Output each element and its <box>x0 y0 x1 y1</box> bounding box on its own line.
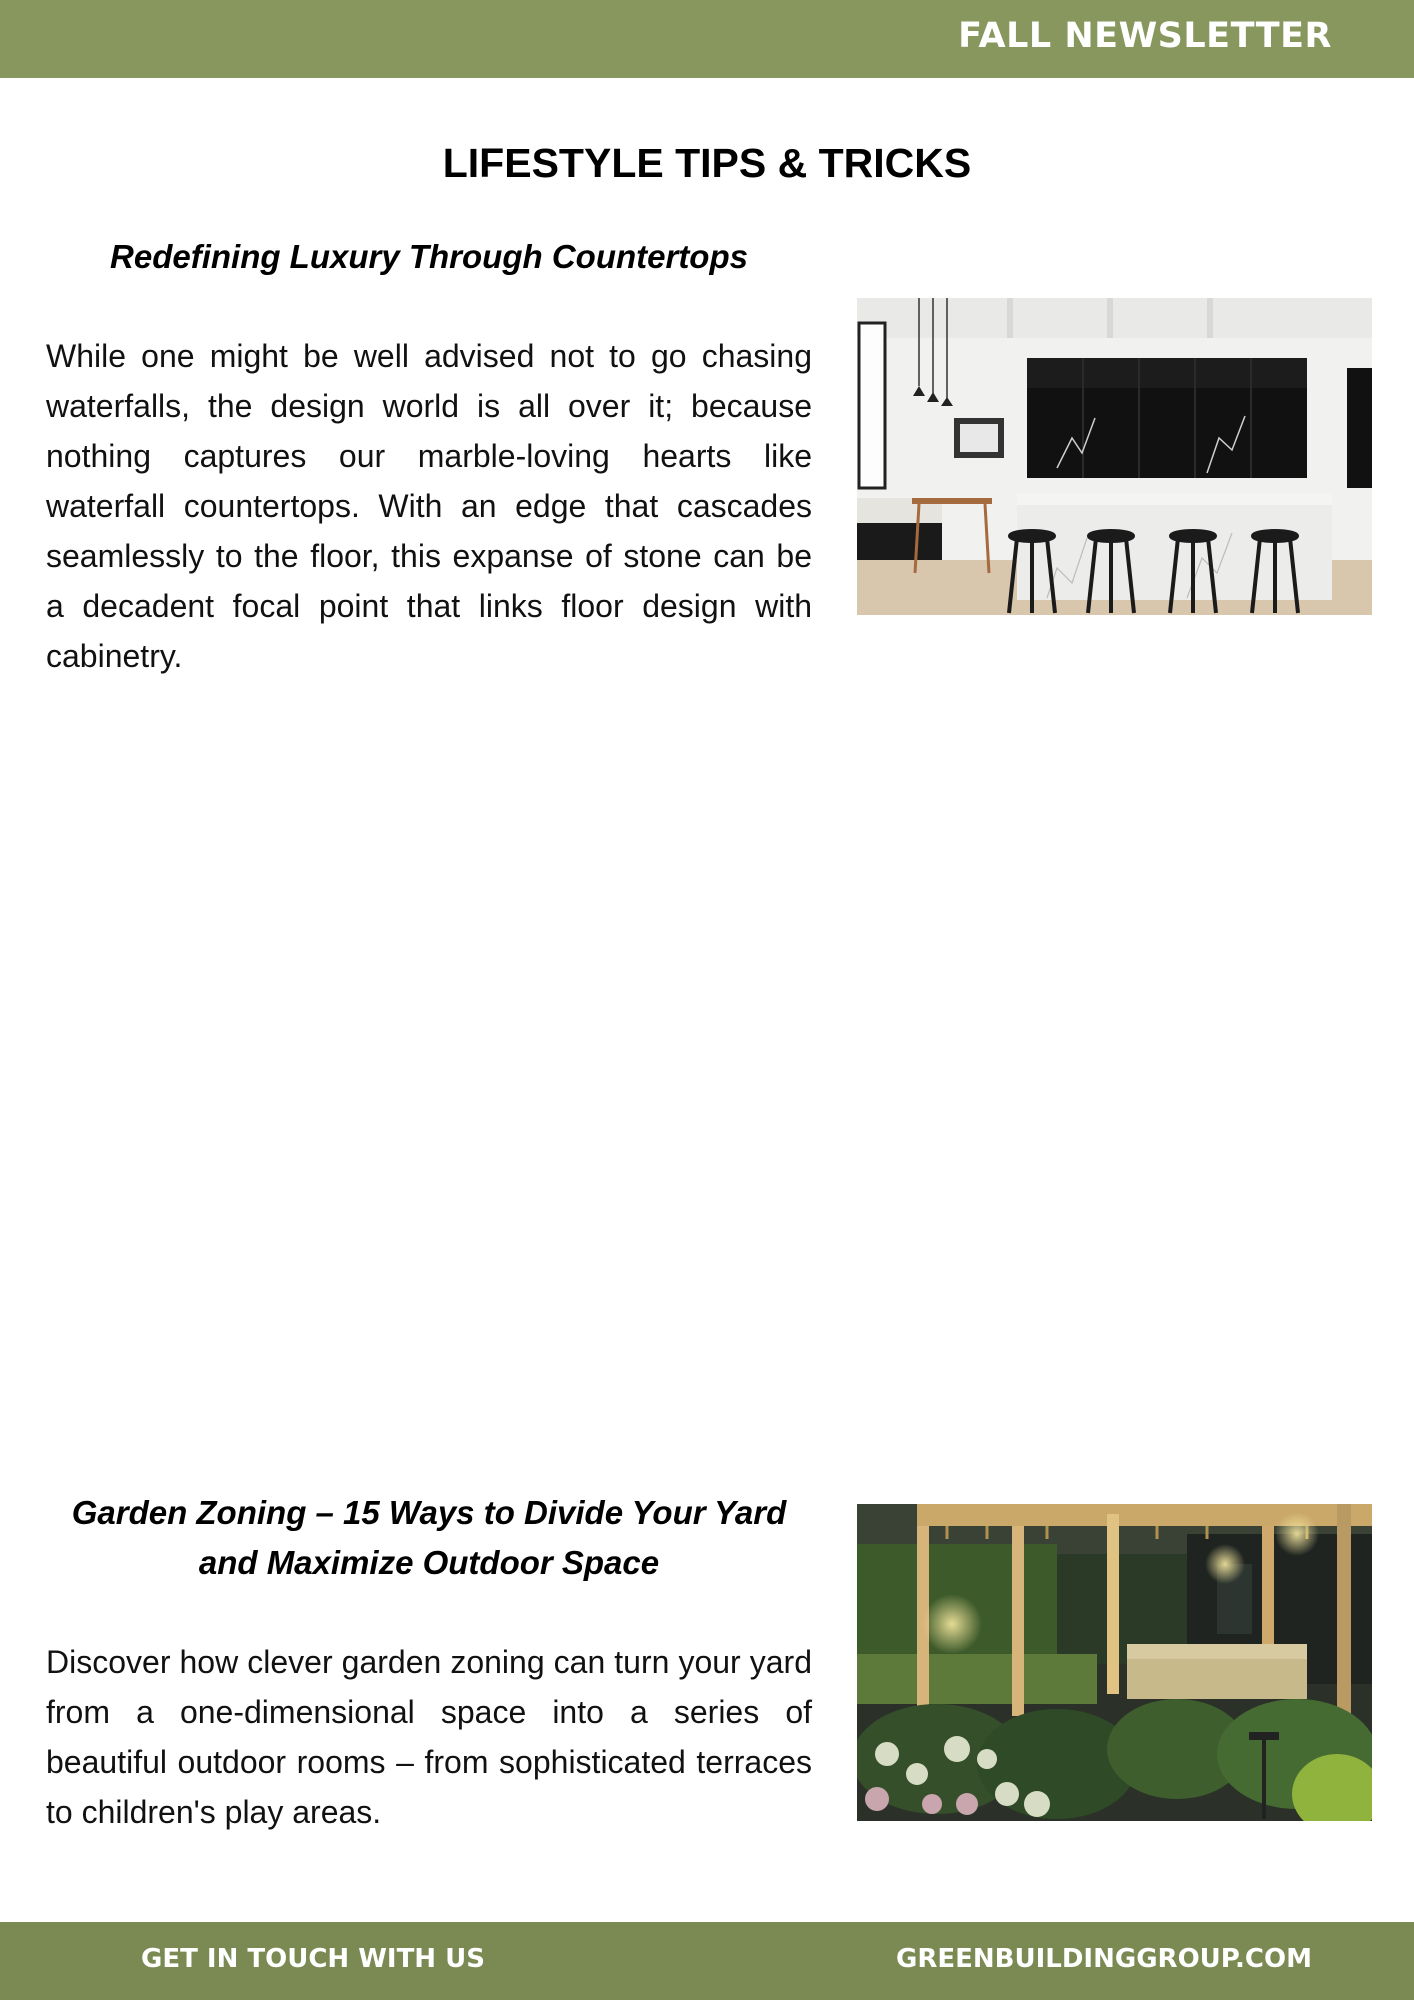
article-body-countertops: While one might be well advised not to go chasing waterfalls, the design world is all over it; because nothing captures our marble-loving hearts like waterfall countertops. With an edge that cascades seamlessly to the floor, this expanse of stone can be a decadent focal point that links floor design with cabinetry. <box>46 338 812 674</box>
footer-contact-text: GET IN TOUCH WITH US <box>141 1944 485 1974</box>
kitchen-photo <box>857 298 1372 615</box>
article-title-garden: Garden Zoning – 15 Ways to Divide Your Yard and Maximize Outdoor Space <box>71 1494 787 1581</box>
header-bar <box>0 0 1414 78</box>
newsletter-title: FALL NEWSLETTER <box>958 16 1332 56</box>
footer-website-link[interactable]: GREENBUILDINGGROUP.COM <box>896 1944 1312 1974</box>
garden-photo <box>857 1504 1372 1821</box>
page-title: LIFESTYLE TIPS & TRICKS <box>442 140 972 186</box>
footer-bar <box>0 1922 1414 2000</box>
article-body-garden: Discover how clever garden zoning can turn your yard from a one-dimensional space into a series of beautiful outdoor rooms – from sophisticated terraces to children's play areas. <box>46 1644 812 1830</box>
article-title-countertops: Redefining Luxury Through Countertops <box>110 238 748 275</box>
